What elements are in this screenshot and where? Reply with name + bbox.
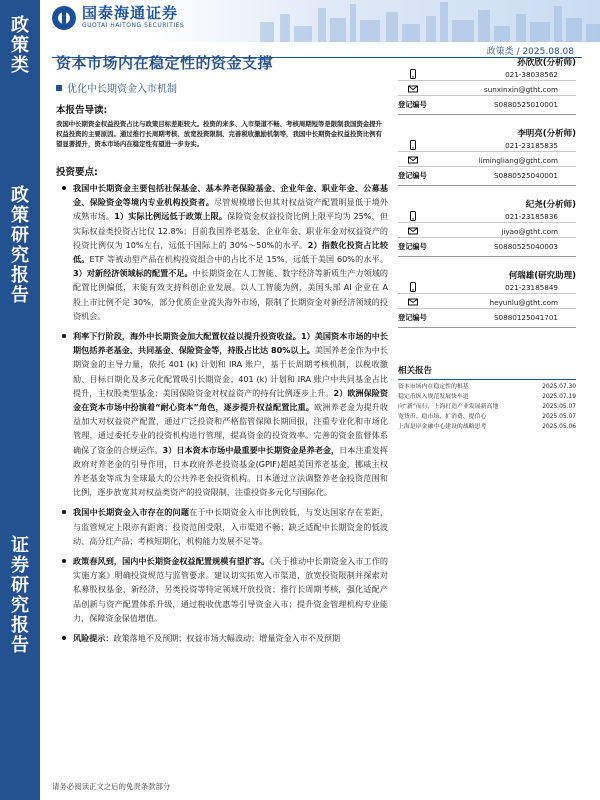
logo-icon bbox=[52, 6, 76, 30]
side-label-securities-research: 证 券 研 究 报 告 bbox=[11, 535, 29, 656]
side-bar bbox=[0, 0, 40, 800]
related-report-item[interactable]: 向“新”而行，上海打造产业发展新高地 2025.05.07 bbox=[398, 404, 576, 410]
main-content bbox=[56, 102, 388, 651]
subtitle-text: 优化中长期资金入市机制 bbox=[67, 84, 177, 95]
analyst-divider bbox=[398, 114, 576, 115]
analyst-email[interactable]: limingliang@gtht.com bbox=[398, 156, 576, 167]
analyst-divider bbox=[398, 185, 576, 186]
analyst-card bbox=[398, 269, 576, 340]
analyst-phone: 021-23185836 bbox=[398, 212, 576, 223]
header-band bbox=[0, 0, 600, 42]
key-point-3: 我国中长期资金入市存在的问题在于中长期资金入市比例较低，与发达国家存在差距，与监管规定上限亦有距离；投资范围受限，入市渠道不畅；缺乏适配中长期资金的低波动、高分红产品；考核短期化，机构能力发展不足等。 bbox=[56, 505, 388, 548]
analyst-panel bbox=[398, 56, 576, 340]
analyst-name: 纪尧(分析师) bbox=[525, 200, 576, 210]
key-point-4: 政策春风到，国内中长期资金权益配置规模有望扩容。《关于推动中长期资金入市工作的实施方案》明确投资规范与监管要求。建议切实拓宽入市渠道，放宽投资限制并探索对私募股权基金、新经济、另类投资等特定领域开放投资；推行长周期考核，强化适配产品创新与资产配置体系升级，通过税收优惠等引导资金入市；提升资金管理机构专业能力，保障资金保值增值。 bbox=[56, 554, 388, 625]
analyst-email[interactable]: sunxinxin@gtht.com bbox=[398, 85, 576, 96]
key-point-risk: 风险提示：政策落地不及预期；权益市场大幅波动；增量资金入市不及预期 bbox=[56, 631, 388, 645]
report-title: 资本市场内在稳定性的资金支撑 bbox=[56, 54, 274, 72]
key-points-list bbox=[56, 181, 388, 645]
bullet-dot-icon bbox=[62, 559, 66, 563]
related-report-item[interactable]: 上海是岸金融中心建设的战略思考 2025.05.06 bbox=[398, 424, 576, 430]
related-reports-heading: 相关报告 bbox=[398, 364, 576, 380]
related-report-item[interactable]: 宽货币、稳市场、扩消费、提信心 2025.05.07 bbox=[398, 414, 576, 420]
analyst-email[interactable]: heyunlu@gtht.com bbox=[398, 298, 576, 309]
analyst-email[interactable]: jiyao@gtht.com bbox=[398, 227, 576, 238]
analyst-card bbox=[398, 127, 576, 198]
analyst-registration: 登记编号 S0880525040001 bbox=[398, 171, 558, 180]
key-point-2: 利率下行阶段，海外中长期资金加大配置权益以提升投资收益。1）美国资本市场的中长期包括养老基金、共同基金、保险资金等，持股占比达 80%以上。美国养老金作为中长期资金的主导力量，依托 401 (k) 计划和 IRA 账户，基于长周期考核机制，以税收激励、目标日期化及多元化配置吸引长期资金；401 (k) 计划和 IRA 账户中共同基金占比提升，主权股类型基金；美国保险资金对权益资产的持有比例逐步上升。2）欧洲保险资金在资本市场中扮演着“耐心资本”角色，逐步提升权益配置比重。欧洲养老金为提升收益加大对权益资产配置，通过广泛投资和严格监管保障长期回报，注重专业化和市场化管理，通过委托专业的投资机构进行管理，提高资金的投资效率。完善的资金监督体系确保了资金的合规运作。3）日本资本市场中最重要中长期资金是养老金，日本注重发挥政府对养老金的引导作用，日本政府养老投资基金(GPIF)超越美国养老基金，挪威主权养老基金等成为全球最大的公共养老金投资机构。日本通过立法调整养老金投资范围和比例，逐步放宽其对权益类资产的投资限制，注重投资多元化与国际化。 bbox=[56, 329, 388, 499]
report-subtitle bbox=[56, 80, 177, 95]
disclaimer-footer: 请务必阅读正文之后的免责条款部分 bbox=[52, 782, 171, 791]
company-logo bbox=[52, 5, 184, 30]
skyline-graphic bbox=[220, 0, 600, 42]
analyst-divider bbox=[398, 327, 576, 328]
square-bullet-icon bbox=[56, 85, 62, 91]
side-label-policy-research: 政 策 研 究 报 告 bbox=[11, 185, 29, 306]
analyst-registration: 登记编号 S0880525040003 bbox=[398, 242, 558, 251]
related-report-item[interactable]: 资本市场内在稳定性的根基 2025.07.30 bbox=[398, 384, 576, 390]
summary-heading: 本报告导读: bbox=[56, 105, 108, 116]
related-report-item[interactable]: 稳定币纵入规范发展快车道 2025.07.19 bbox=[398, 394, 576, 400]
report-type-date: 政策类 / 2025.08.08 bbox=[486, 47, 574, 57]
side-label-category: 政 策 类 bbox=[11, 15, 29, 76]
analyst-registration: 登记编号 S0880525010001 bbox=[398, 100, 558, 109]
analyst-name: 何瑞雄(研究助理) bbox=[508, 271, 576, 281]
analyst-card bbox=[398, 56, 576, 127]
analyst-name: 李明亮(分析师) bbox=[517, 129, 576, 139]
logo-name-cn: 国泰海通证券 bbox=[82, 4, 179, 22]
logo-name-en: GUOTAI HAITONG SECURITIES bbox=[82, 22, 185, 29]
analyst-name: 孙欣欣(分析师) bbox=[517, 58, 576, 68]
bullet-dot-icon bbox=[62, 186, 66, 190]
analyst-registration: 登记编号 S0880125041701 bbox=[398, 313, 558, 322]
analyst-phone: 021-38038562 bbox=[398, 70, 576, 81]
summary-text: 我国中长期资金权益投资占比与政策目标差距较大。投资的来多、入市渠道不畅、考核周期短等是限制我国资金提升权益投资的主要原因。通过推行长周期考核、放宽投资限制、完善税收激励机制等，我国中长期资金权益投资比例有望显著提升，资本市场内在稳定性有望进一步夯实。 bbox=[56, 120, 382, 148]
bullet-dot-icon bbox=[62, 510, 66, 514]
analyst-divider bbox=[398, 256, 576, 257]
bullet-dot-icon bbox=[62, 636, 66, 640]
analyst-phone: 021-23185849 bbox=[398, 283, 576, 294]
analyst-phone: 021-23185835 bbox=[398, 141, 576, 152]
key-point-1: 我国中长期资金主要包括社保基金、基本养老保险基金、企业年金、职业年金、公募基金、保险资金等境内专业机构投资者。尽管规模增长但其对权益资产配置明显低于境外成熟市场。1）实际比例远低于政策上限。保险资金权益投资比例上限平均为 25%，但实际权益类投资占比仅 12.8%；目前我国养老基金、企业年金、职业年金对权益资产的投资比例仅为 10%左右，远低于国际上的 30%～50%的水平。2）指数化投资占比较低。ETF 等被动型产品在机构投资组合中的占比不足 15%，远低于美国 60%的水平。3）对新经济领域标的配置不足。中长期资金在人工智能、数字经济等新质生产力领域的配置比例偏低，未能有效支持科创企业发展。以人工智能为例，美国头部 AI 企业在 A 股上市比例不足 30%，部分优质企业流失海外市场，限制了长期资金对新经济领域的投资机会。 bbox=[56, 181, 388, 323]
related-reports bbox=[398, 364, 576, 433]
key-points-heading: 投资要点: bbox=[56, 167, 98, 178]
bullet-dot-icon bbox=[62, 334, 66, 338]
analyst-card bbox=[398, 198, 576, 269]
